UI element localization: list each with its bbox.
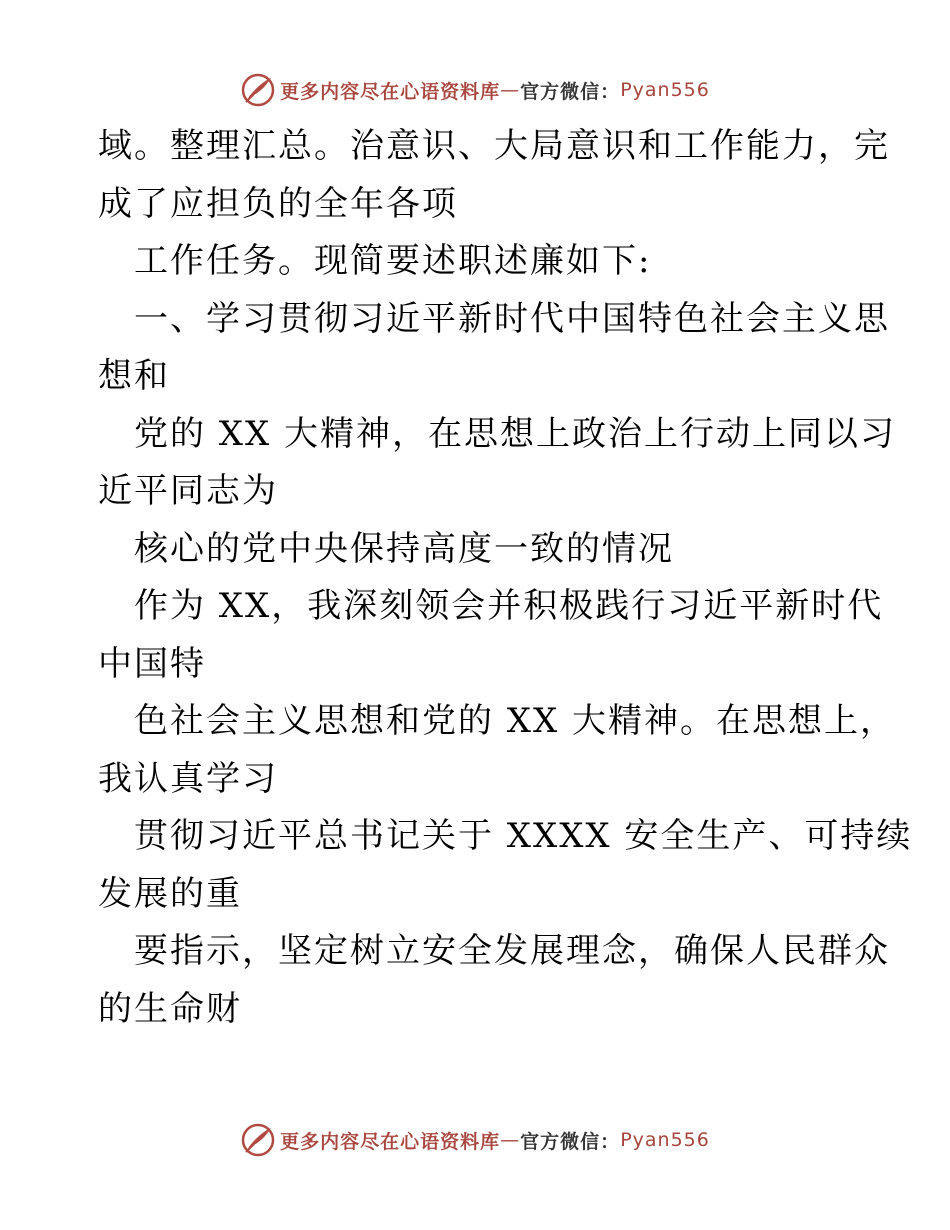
doc-line: 近平同志为 xyxy=(98,471,278,511)
doc-line: 想和 xyxy=(98,356,170,396)
doc-line: 一、学习贯彻习近平新时代中国特色社会主义思 xyxy=(134,298,890,339)
doc-line: 成了应担负的全年各项 xyxy=(98,183,458,224)
doc-line: 贯彻习近平总书记关于 XXXX 安全生产、可持续 xyxy=(134,816,913,856)
header-watermark-banner xyxy=(0,70,950,110)
banner-main-text: 更多内容尽在心语资料库 xyxy=(280,1130,501,1153)
footer-watermark-banner xyxy=(0,1120,950,1160)
doc-line: 的生命财 xyxy=(98,988,242,1029)
banner-wechat-label: 官方微信： xyxy=(520,1130,621,1153)
doc-line: 色社会主义思想和党的 XX 大精神。在思想上， xyxy=(134,701,897,741)
banner-wechat-id: Pyan556 xyxy=(620,1129,710,1151)
doc-line: 工作任务。现简要述职述廉如下: xyxy=(134,241,652,281)
feather-quill-icon xyxy=(240,1122,276,1158)
banner-wechat-id: Pyan556 xyxy=(620,79,710,101)
banner-dash: — xyxy=(500,1129,521,1151)
doc-line: 核心的党中央保持高度一致的情况 xyxy=(134,528,674,569)
banner-dash: — xyxy=(500,79,521,101)
doc-line: 我认真学习 xyxy=(98,758,278,799)
doc-line: 中国特 xyxy=(98,643,206,684)
doc-line: 域。整理汇总。治意识、大局意识和工作能力，完 xyxy=(98,126,890,166)
doc-line: 发展的重 xyxy=(98,873,242,914)
banner-wechat-label: 官方微信： xyxy=(520,80,621,103)
banner-main-text: 更多内容尽在心语资料库 xyxy=(280,80,501,103)
doc-line: 作为 XX，我深刻领会并积极践行习近平新时代 xyxy=(134,586,884,626)
doc-line: 党的 XX 大精神，在思想上政治上行动上同以习 xyxy=(134,413,897,454)
feather-quill-icon xyxy=(240,72,276,108)
doc-line: 要指示，坚定树立安全发展理念，确保人民群众 xyxy=(134,931,890,971)
document-body xyxy=(98,118,913,1038)
